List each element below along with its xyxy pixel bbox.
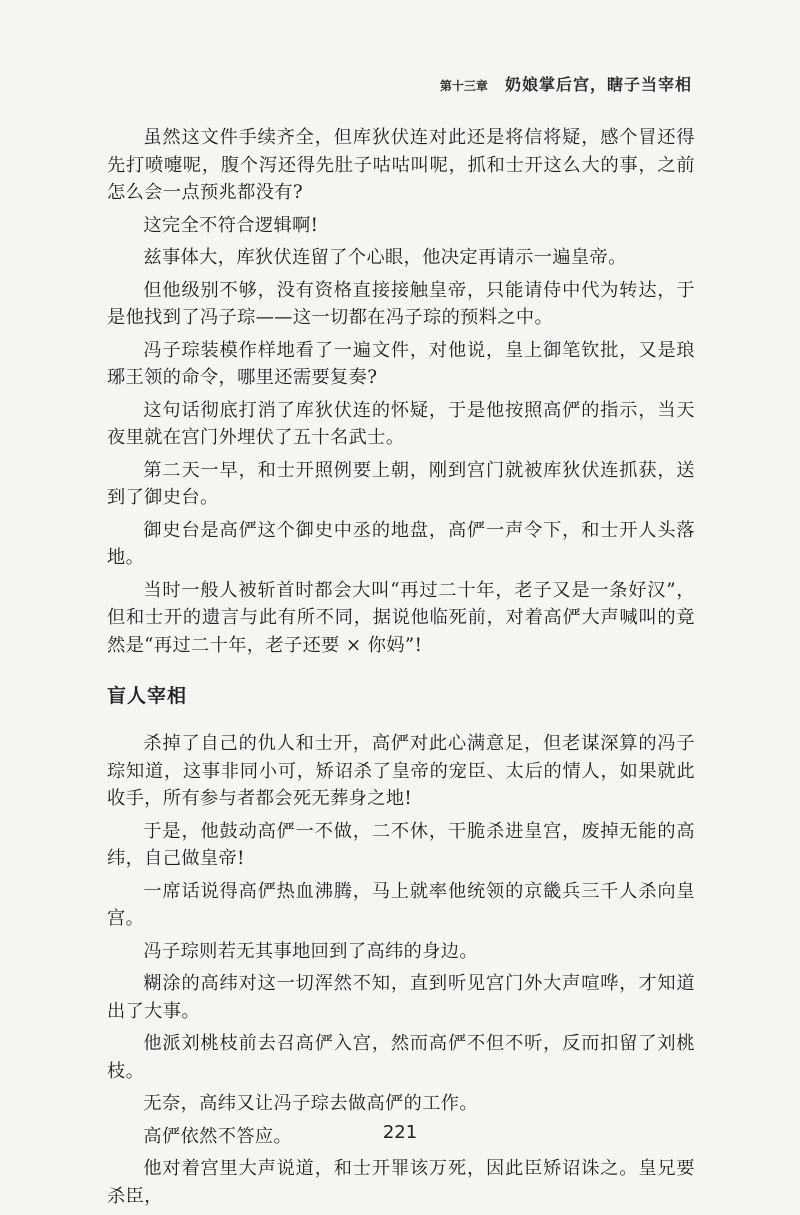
paragraph: 虽然这文件手续齐全，但库狄伏连对此还是将信将疑，感个冒还得先打喷嚏呢，腹个泻还得先肚子咕咕叫呢，抓和士开这么大的事，之前怎么会一点预兆都没有?	[107, 127, 695, 203]
page-number: 221	[382, 1122, 418, 1143]
paragraph: 杀掉了自己的仇人和士开，高俨对此心满意足，但老谋深算的冯子琮知道，这事非同小可，矫诏杀了皇帝的宠臣、太后的情人，如果就此收手，所有参与者都会死无葬身之地!	[107, 733, 695, 809]
chapter-number: 第十三章	[439, 79, 488, 93]
chapter-title: 奶娘掌后宫，瞎子当宰相	[504, 75, 692, 94]
paragraph: 冯子琮装模作样地看了一遍文件，对他说，皇上御笔钦批，又是琅琊王领的命令，哪里还需要复奏?	[107, 339, 695, 388]
running-header	[440, 72, 692, 95]
paragraph: 但他级别不够，没有资格直接接触皇帝，只能请侍中代为转达，于是他找到了冯子琮——这一切都在冯子琮的预料之中。	[107, 279, 695, 328]
paragraph: 他对着宫里大声说道，和士开罪该万死，因此臣矫诏诛之。皇兄要杀臣，	[107, 1158, 695, 1207]
body-text	[107, 124, 695, 1215]
paragraph: 无奈，高纬又让冯子琮去做高俨的工作。	[143, 1093, 478, 1114]
paragraph: 一席话说得高俨热血沸腾，马上就率他统领的京畿兵三千人杀向皇宫。	[107, 880, 695, 929]
paragraph: 御史台是高俨这个御史中丞的地盘，高俨一声令下，和士开人头落地。	[107, 519, 695, 568]
paragraph: 兹事体大，库狄伏连留了个心眼，他决定再请示一遍皇帝。	[143, 247, 627, 268]
paragraph: 冯子琮则若无其事地回到了高纬的身边。	[143, 940, 478, 962]
paragraph: 这句话彻底打消了库狄伏连的怀疑，于是他按照高俨的指示，当天夜里就在宫门外埋伏了五十名武士。	[107, 399, 695, 448]
paragraph: 糊涂的高纬对这一切浑然不知，直到听见宫门外大声喧哗，才知道出了大事。	[107, 973, 695, 1022]
paragraph: 当时一般人被斩首时都会大叫“再过二十年，老子又是一条好汉”，但和士开的遗言与此有所不同，据说他临死前，对着高俨大声喊叫的竟然是“再过二十年，老子还要 × 你妈”!	[107, 579, 695, 656]
paragraph: 这完全不符合逻辑啊!	[143, 214, 319, 236]
paragraph: 第二天一早，和士开照例要上朝，刚到宫门就被库狄伏连抓获，送到了御史台。	[107, 459, 695, 508]
paragraph: 于是，他鼓动高俨一不做，二不休，干脆杀进皇宫，废掉无能的高纬，自己做皇帝!	[107, 820, 695, 869]
paragraph: 高俨依然不答应。	[143, 1125, 293, 1147]
section-heading: 盲人宰相	[107, 685, 188, 707]
paragraph: 他派刘桃枝前去召高俨入宫，然而高俨不但不听，反而扣留了刘桃枝。	[107, 1033, 695, 1082]
